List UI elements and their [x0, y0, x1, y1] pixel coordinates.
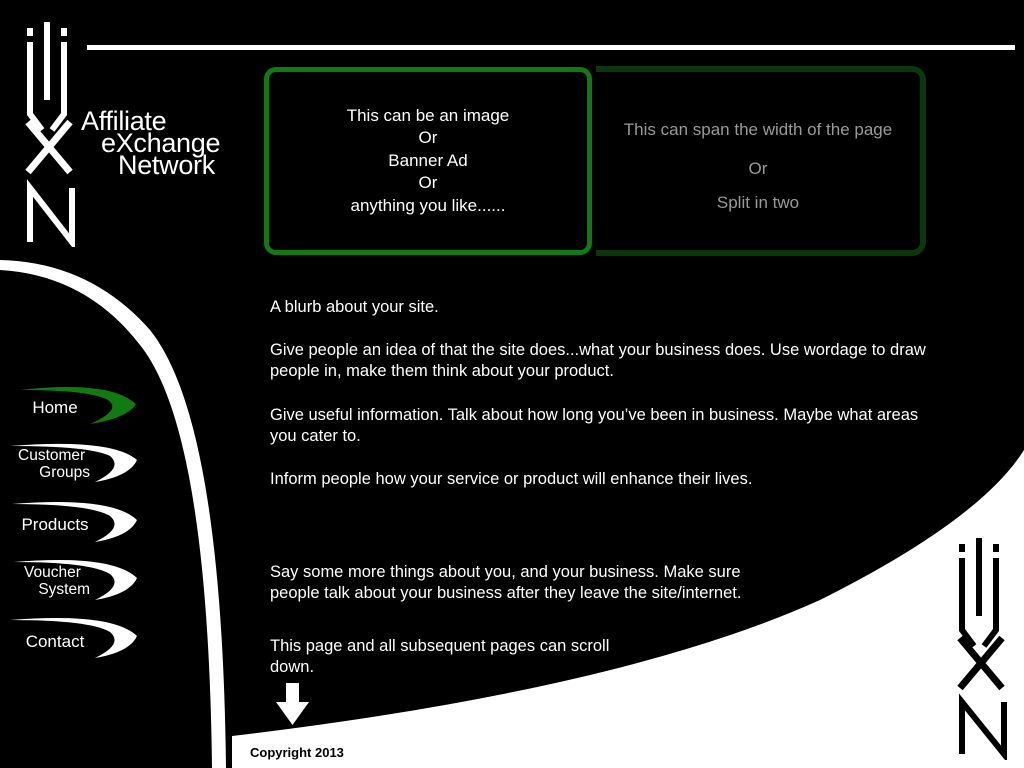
nav-item-products[interactable] [0, 498, 150, 548]
nav-item-home[interactable] [0, 380, 150, 430]
nav-label-customer-groups [18, 447, 90, 481]
nav-label-line: Customer [18, 447, 86, 464]
paragraph-line: Give useful information. Talk about how long you’ve been in business. Maybe what areas [270, 406, 919, 424]
nav-label-products: Products [21, 515, 89, 534]
paragraph-line: Inform people how your service or product will enhance their lives. [270, 470, 753, 488]
paragraph-line: down. [270, 658, 315, 676]
paragraph-line: people talk about your business after they leave the site/internet. [270, 584, 742, 602]
paragraph-line: you cater to. [270, 427, 361, 445]
nav-item-customer-groups[interactable] [0, 440, 150, 490]
logo-line-affiliate: Affiliate [81, 106, 167, 136]
top-rule [87, 45, 1015, 50]
banner-left-line: Banner Ad [388, 150, 468, 170]
copyright-text: Copyright 2013 [250, 745, 344, 760]
banner-left-line: Or [418, 173, 438, 193]
nav-label-voucher-system [24, 564, 90, 598]
nav-item-voucher-system[interactable] [0, 556, 150, 606]
paragraph-line: This page and all subsequent pages can scroll [270, 637, 610, 655]
nav-item-contact[interactable] [0, 614, 150, 664]
banner-left-line: This can be an image [346, 105, 510, 125]
banner-right [596, 66, 926, 256]
banner-left-line: Or [418, 128, 438, 148]
banner-right-line2: Or [748, 159, 768, 178]
nav-label-line: Voucher [24, 564, 81, 581]
nav-label-line: System [38, 581, 90, 598]
banner-right-line1: This can span the width of the page [623, 120, 893, 139]
down-arrow-icon[interactable] [276, 683, 310, 727]
nav-label-contact: Contact [25, 632, 85, 651]
paragraph-line: Give people an idea of that the site does...what your business does. Use wordage to draw [270, 341, 926, 359]
logo-line-network: Network [118, 150, 215, 180]
paragraph-line: people in, make them think about your product. [270, 362, 614, 380]
nav-label-home: Home [32, 398, 78, 417]
nav-label-line: Groups [39, 464, 90, 481]
banner-left-line: anything you like...... [350, 195, 506, 215]
paragraph-line: Say some more things about you, and your business. Make sure [270, 563, 741, 581]
blurb-text: A blurb about your site. [270, 298, 439, 316]
logo-text [81, 106, 221, 180]
logo-line-exchange: eXchange [101, 128, 221, 158]
ilixn-logo-icon [955, 538, 1015, 760]
banner-right-line3: Split in two [716, 193, 800, 212]
banner-left [264, 67, 592, 255]
